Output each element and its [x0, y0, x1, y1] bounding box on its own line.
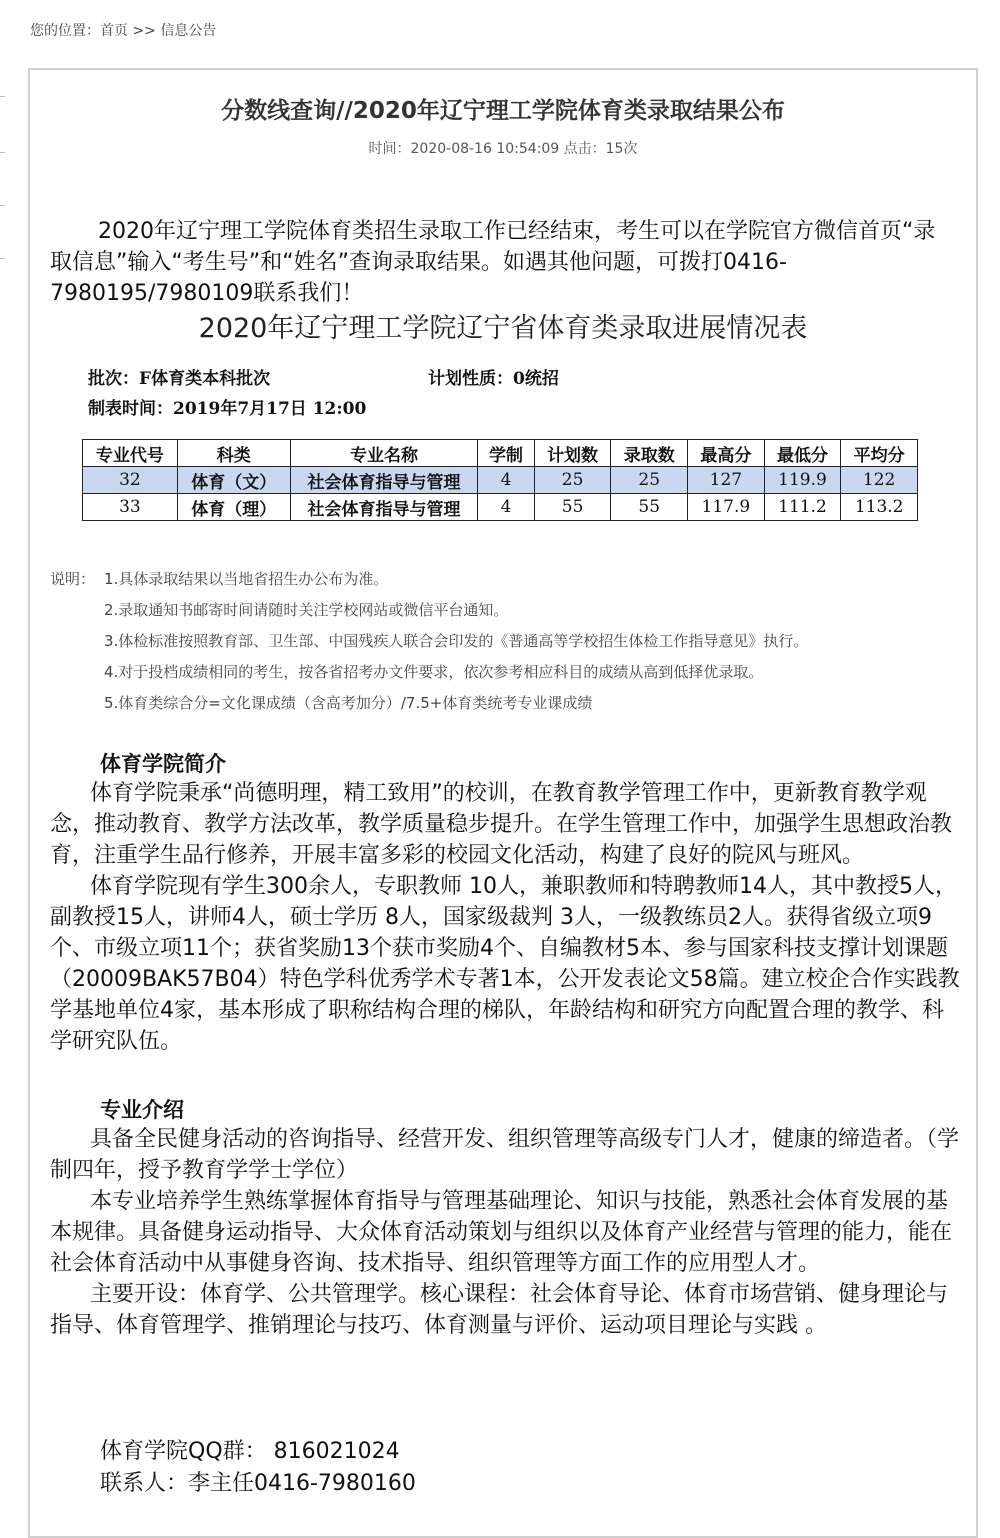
note-text: 3.体检标准按照教育部、卫生部、中国残疾人联合会印发的《普通高等学校招生体检工作指导意见》执行。: [104, 632, 809, 650]
header-category: 科类: [177, 440, 290, 467]
article-title: 分数线查询//2020年辽宁理工学院体育类录取结果公布: [221, 98, 785, 124]
cell-major-code: 32: [83, 467, 178, 494]
college-intro: [50, 778, 962, 1057]
college-heading: 体育学院简介: [100, 752, 226, 776]
major-paragraph: 具备全民健身活动的咨询指导、经营开发、组织管理等高级专门人才，健康的缔造者。（学制四年，授予教育学学士学位）: [50, 1127, 960, 1183]
major-paragraph: 主要开设：体育学、公共管理学。核心课程：社会体育导论、体育市场营销、健身理论与指导、体育管理学、推销理论与技巧、体育测量与评价、运动项目理论与实践 。: [50, 1282, 949, 1338]
admission-table: [82, 439, 918, 521]
article-frame: [28, 68, 978, 1538]
major-paragraph: 本专业培养学生熟练掌握体育指导与管理基础理论、知识与技能，熟悉社会体育发展的基本规律。具备健身运动指导、大众体育活动策划与组织以及体育产业经营与管理的能力，能在社会体育活动中从事健身咨询、技术指导、组织管理等方面工作的应用型人才。: [50, 1189, 953, 1276]
made-time-label: 制表时间：2019年7月17日 12:00: [88, 399, 367, 419]
breadcrumb-home-link[interactable]: 首页: [100, 23, 128, 39]
major-heading: 专业介绍: [100, 1098, 184, 1122]
breadcrumb-current-link[interactable]: 信息公告: [160, 23, 217, 39]
college-paragraph: 体育学院现有学生300余人，专职教师 10人，兼职教师和特聘教师14人，其中教授5人，副教授15人，讲师4人，硕士学历 8人，国家级裁判 3人，一级教练员2人。获得省级立项9个、市级立项11个；获省奖励13个获市奖励4个、自编教材5本、参与国家科技支撑计划课题（20009BAK57B04）特色学科优秀学术专著1本，公开发表论文58篇。建立校企合作实践教学基地单位4家，基本形成了职称结构合理的梯队，年龄结构和研究方向配置合理的教学、科学研究队伍。: [50, 874, 960, 1054]
table-row: [83, 494, 918, 521]
note-text: 2.录取通知书邮寄时间请随时关注学校网站或微信平台通知。: [104, 601, 509, 619]
contact-person: 联系人：李主任0416-7980160: [100, 1471, 416, 1496]
cell-duration: 4: [478, 467, 534, 494]
cell-avg-score: 113.2: [841, 494, 918, 521]
plan-type-label: 计划性质：0统招: [428, 369, 559, 389]
note-item: [50, 626, 808, 657]
header-min-score: 最低分: [764, 440, 841, 467]
header-plan-count: 计划数: [534, 440, 611, 467]
table-row: [83, 467, 918, 494]
note-item: [50, 688, 808, 719]
cell-admitted-count: 55: [611, 494, 688, 521]
table-header-row: [83, 440, 918, 467]
breadcrumb-prefix: 您的位置：: [30, 23, 100, 39]
cell-min-score: 111.2: [764, 494, 841, 521]
cell-major-code: 33: [83, 494, 178, 521]
intro-paragraph: 2020年辽宁理工学院体育类招生录取工作已经结束，考生可以在学院官方微信首页“录取信息”输入“考生号”和“姓名”查询录取结果。如遇其他问题，可拨打0416-7980195/7980109联系我们！: [50, 219, 936, 306]
cell-major-name: 社会体育指导与管理: [290, 494, 478, 521]
table-title: 2020年辽宁理工学院辽宁省体育类录取进展情况表: [198, 313, 808, 344]
cell-duration: 4: [478, 494, 534, 521]
note-text: 1.具体录取结果以当地省招生办公布为准。: [104, 570, 389, 588]
qq-group: 体育学院QQ群： 816021024: [100, 1439, 400, 1464]
note-item: [50, 657, 808, 688]
note-text: 4.对于投档成绩相同的考生，按各省招考办文件要求，依次参考相应科目的成绩从高到低择优录取。: [104, 663, 764, 681]
article-intro: [50, 216, 955, 309]
header-major-name: 专业名称: [290, 440, 478, 467]
breadcrumb: [30, 20, 216, 40]
college-paragraph: 体育学院秉承“尚德明理，精工致用”的校训，在教育教学管理工作中，更新教育教学观念，推动教育、教学方法改革，教学质量稳步提升。在学生管理工作中，加强学生思想政治教育，注重学生品行修养，开展丰富多彩的校园文化活动，构建了良好的院风与班风。: [50, 781, 953, 868]
article-meta: 时间：2020-08-16 10:54:09 点击：15次: [368, 141, 638, 157]
note-item: [50, 595, 808, 626]
breadcrumb-separator: >>: [128, 23, 161, 39]
batch-label: 批次：F体育类本科批次: [88, 369, 271, 389]
cell-category: 体育（理）: [177, 494, 290, 521]
cell-plan-count: 55: [534, 494, 611, 521]
cell-major-name: 社会体育指导与管理: [290, 467, 478, 494]
cell-min-score: 119.9: [764, 467, 841, 494]
cell-plan-count: 25: [534, 467, 611, 494]
notes-section: [50, 564, 808, 719]
cell-max-score: 127: [688, 467, 765, 494]
header-duration: 学制: [478, 440, 534, 467]
notes-label: 说明：: [50, 570, 96, 588]
cell-max-score: 117.9: [688, 494, 765, 521]
cell-admitted-count: 25: [611, 467, 688, 494]
cell-avg-score: 122: [841, 467, 918, 494]
header-major-code: 专业代号: [83, 440, 178, 467]
header-avg-score: 平均分: [841, 440, 918, 467]
major-intro: [50, 1124, 962, 1341]
header-max-score: 最高分: [688, 440, 765, 467]
cell-category: 体育（文）: [177, 467, 290, 494]
note-text: 5.体育类综合分=文化课成绩（含高考加分）/7.5+体育类统考专业课成绩: [104, 694, 593, 712]
header-admitted-count: 录取数: [611, 440, 688, 467]
note-item: [50, 564, 808, 595]
